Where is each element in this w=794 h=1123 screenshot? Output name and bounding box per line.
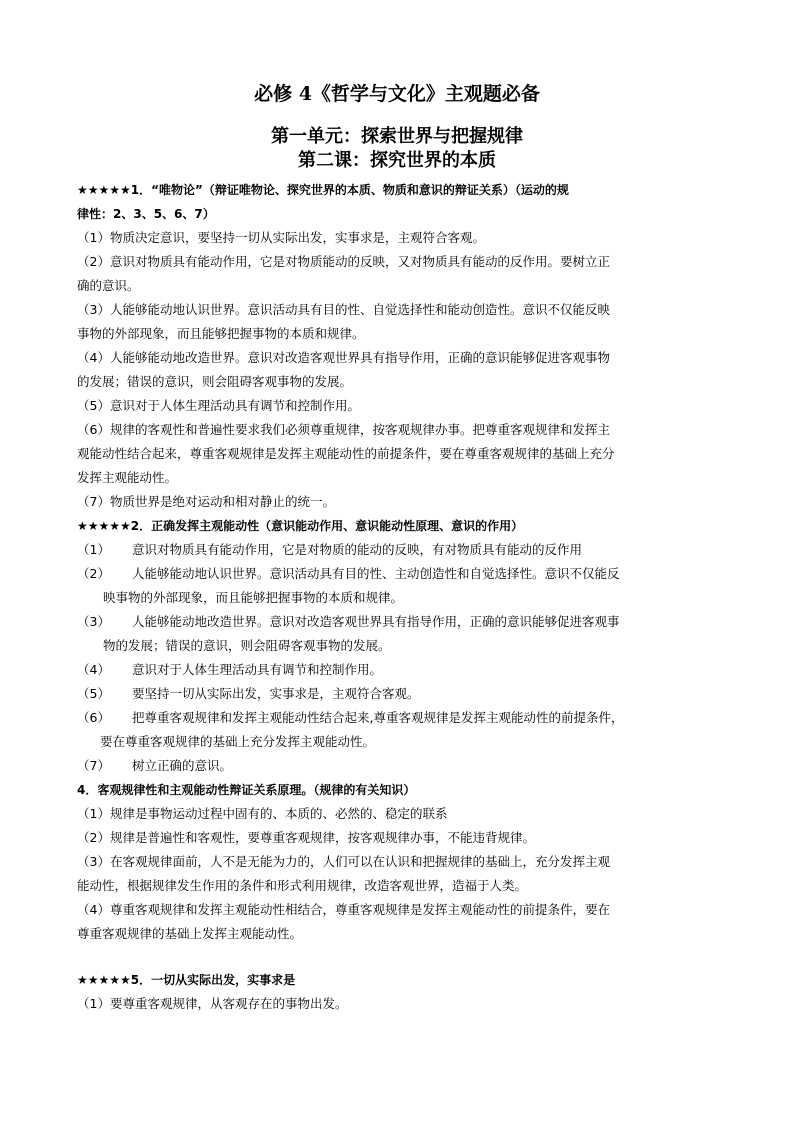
section-4-point-3: （3）在客观规律面前，人不是无能为力的，人们可以在认识和把握规律的基础上，充分发挥主观	[77, 854, 610, 869]
section-1-point-4-cont: 的发展；错误的意识，则会阻碍客观事物的发展。	[77, 374, 353, 389]
section-1-point-6-cont: 观能动性结合起来，尊重客观规律是发挥主观能动性的前提条件，要在尊重客观规律的基础上充分	[77, 446, 615, 461]
point-text: 把尊重客观规律和发挥主观能动性结合起来,尊重客观规律是发挥主观能动性的前提条件，	[132, 710, 624, 725]
point-text: 树立正确的意识。	[132, 758, 233, 773]
section-4-point-4: （4）尊重客观规律和发挥主观能动性相结合，尊重客观规律是发挥主观能动性的前提条件，要在	[77, 902, 610, 917]
section-2-point-5	[77, 682, 717, 706]
point-text: 要坚持一切从实际出发，实事求是，主观符合客观。	[132, 686, 420, 701]
section-5-point-1: （1）要尊重客观规律，从客观存在的事物出发。	[77, 996, 348, 1011]
spacer	[77, 946, 717, 968]
section-4-point-1: （1）规律是事物运动过程中固有的、本质的、必然的、稳定的联系	[77, 806, 448, 821]
section-4-point-3-cont: 能动性，根据规律发生作用的条件和形式利用规律，改造客观世界，造福于人类。	[77, 878, 528, 893]
point-number: （3）	[77, 614, 110, 629]
point-number: （1）	[77, 542, 110, 557]
section-4-point-4-cont: 尊重客观规律的基础上发挥主观能动性。	[77, 926, 303, 941]
section-5-heading: ★★★★★5．一切从实际出发，实事求是	[77, 973, 296, 987]
point-number: （4）	[77, 662, 110, 677]
section-1-point-3-cont: 事物的外部现象，而且能够把握事物的本质和规律。	[77, 326, 365, 341]
section-1-point-6-cont: 发挥主观能动性。	[77, 470, 178, 485]
section-1-point-7: （7）物质世界是绝对运动和相对静止的统一。	[77, 494, 335, 509]
section-2-point-3	[77, 610, 717, 634]
section-1-heading: ★★★★★1．“唯物论”（辩证唯物论、探究世界的本质、物质和意识的辩证关系）（运动的规	[77, 183, 569, 197]
unit-title: 第一单元：探索世界与把握规律	[271, 126, 523, 147]
section-4-heading: 4．客观规律性和主观能动性辩证关系原理。（规律的有关知识）	[77, 783, 416, 797]
section-4-point-2: （2）规律是普遍性和客观性，要尊重客观规律，按客观规律办事，不能违背规律。	[77, 830, 535, 845]
section-1-point-4: （4）人能够能动地改造世界。意识对改造客观世界具有指导作用，正确的意识能够促进客观事物	[77, 350, 610, 365]
point-text: 意识对于人体生理活动具有调节和控制作用。	[132, 662, 383, 677]
lesson-title: 第二课：探究世界的本质	[298, 150, 496, 171]
section-1-point-5: （5）意识对于人体生理活动具有调节和控制作用。	[77, 398, 360, 413]
section-2-point-7	[77, 754, 717, 778]
section-2-point-3-cont: 物的发展；错误的意识，则会阻碍客观事物的发展。	[103, 638, 391, 653]
point-number: （5）	[77, 686, 110, 701]
document-body	[77, 178, 717, 1016]
section-2-point-6-cont: 要在尊重客观规律的基础上充分发挥主观能动性。	[100, 734, 376, 749]
section-2-point-6	[77, 706, 717, 730]
point-text: 意识对物质具有能动作用，它是对物质的能动的反映，有对物质具有能动的反作用	[132, 542, 583, 557]
section-2-point-2-cont: 映事物的外部现象，而且能够把握事物的本质和规律。	[103, 590, 404, 605]
point-text: 人能够能动地认识世界。意识活动具有目的性、主动创造性和自觉选择性。意识不仅能反	[132, 566, 620, 581]
section-1-point-6: （6）规律的客观性和普遍性要求我们必须尊重规律，按客观规律办事。把尊重客观规律和发挥主	[77, 422, 610, 437]
section-2-heading: ★★★★★2．正确发挥主观能动性（意识能动作用、意识能动性原理、意识的作用）	[77, 519, 524, 533]
section-1-heading-cont: 律性：2、3、5、6、7）	[77, 207, 215, 221]
section-2-point-2	[77, 562, 717, 586]
point-number: （6）	[77, 710, 110, 725]
point-number: （7）	[77, 758, 110, 773]
section-2-point-4	[77, 658, 717, 682]
section-1-point-1: （1）物质决定意识，要坚持一切从实际出发，实事求是，主观符合客观。	[77, 230, 485, 245]
point-number: （2）	[77, 566, 110, 581]
section-1-point-2-cont: 确的意识。	[77, 278, 140, 293]
document-title: 必修 4《哲学与文化》主观题必备	[254, 83, 540, 105]
section-1-point-3: （3）人能够能动地认识世界。意识活动具有目的性、自觉选择性和能动创造性。意识不仅能反映	[77, 302, 610, 317]
section-1-point-2: （2）意识对物质具有能动作用，它是对物质能动的反映，又对物质具有能动的反作用。要树立正	[77, 254, 610, 269]
point-text: 人能够能动地改造世界。意识对改造客观世界具有指导作用，正确的意识能够促进客观事	[132, 614, 620, 629]
section-2-point-1	[77, 538, 717, 562]
